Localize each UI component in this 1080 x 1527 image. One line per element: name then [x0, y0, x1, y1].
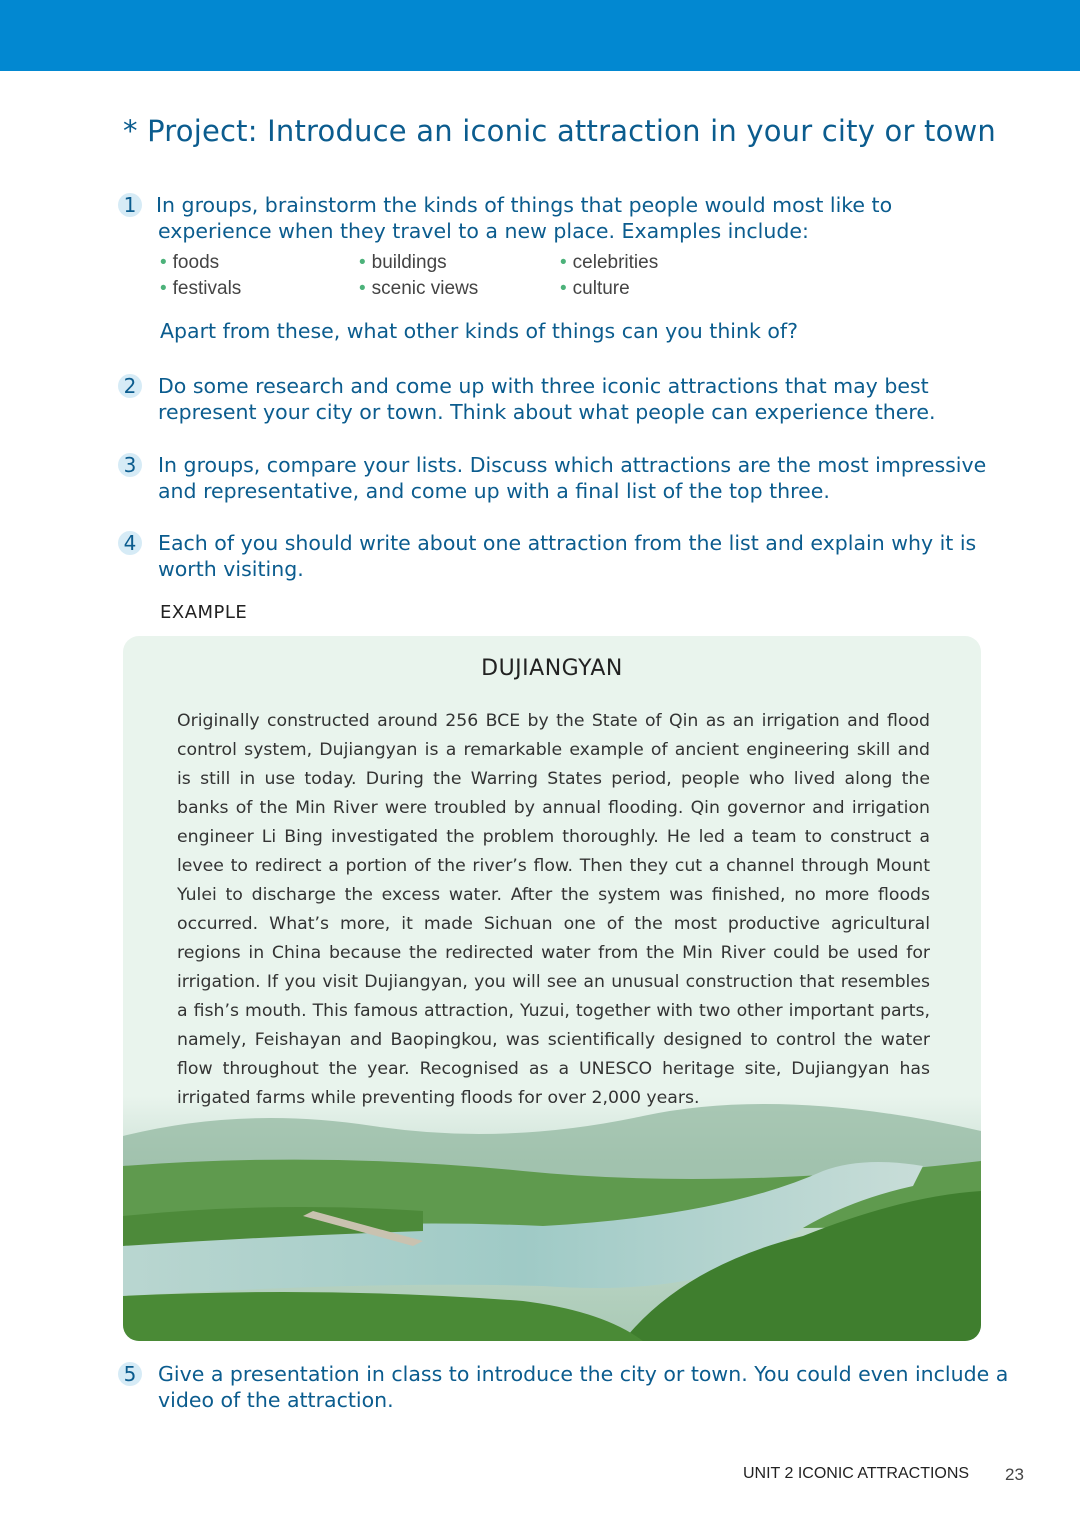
bullet-icon: •: [560, 252, 567, 273]
paragraph-line: a fish’s mouth. This famous attraction, Yuzui, together with two other important parts,: [177, 1001, 930, 1021]
page-number: 23: [1005, 1465, 1024, 1484]
question-number: 5: [118, 1362, 142, 1386]
question-2: [118, 374, 936, 425]
question-text: In groups, brainstorm the kinds of things that people would most like to: [156, 193, 893, 217]
list-item: [359, 252, 447, 274]
unit-label: UNIT 2 ICONIC ATTRACTIONS: [743, 1465, 970, 1482]
question-text: represent your city or town. Think about what people can experience there.: [158, 399, 936, 424]
question-3: [118, 453, 986, 504]
question-text: Each of you should write about one attraction from the list and explain why it is: [158, 531, 977, 555]
paragraph-line: irrigated farms while preventing floods for over 2,000 years.: [177, 1088, 700, 1108]
bullet-icon: •: [359, 252, 366, 273]
list-item: [359, 278, 478, 300]
question-text: and representative, and come up with a final list of the top three.: [158, 478, 830, 503]
bullet-icon: •: [160, 278, 167, 299]
item-label: foods: [172, 252, 220, 273]
paragraph-line: occurred. What’s more, it made Sichuan one of the most productive agricultural: [177, 914, 930, 934]
question-4: [118, 531, 976, 582]
paragraph-line: Yulei to discharge the excess water. After the system was finished, no more floods: [177, 885, 930, 905]
item-label: buildings: [371, 252, 447, 273]
question-number: 3: [118, 453, 142, 477]
question-text: worth visiting.: [158, 556, 304, 581]
paragraph-line: levee to redirect a portion of the river’s flow. Then they cut a channel through Mount: [177, 856, 930, 876]
question-number: 1: [118, 193, 142, 217]
page-title: * Project: Introduce an iconic attraction in your city or town: [123, 114, 997, 148]
list-item: [160, 252, 219, 274]
list-item: [560, 252, 658, 274]
dujiangyan-photo: [123, 1096, 981, 1341]
item-label: culture: [572, 278, 630, 299]
item-label: celebrities: [572, 252, 659, 273]
question-text: In groups, compare your lists. Discuss which attractions are the most impressive: [158, 453, 987, 477]
paragraph-line: regions in China because the redirected water from the Min River could be used for: [177, 943, 930, 963]
paragraph-line: is still in use today. During the Warring States period, people who lived along the: [177, 769, 930, 789]
item-label: festivals: [172, 278, 242, 299]
example-label: EXAMPLE: [160, 602, 248, 623]
bullet-icon: •: [359, 278, 366, 299]
question-1: [118, 193, 892, 244]
paragraph-line: irrigation. If you visit Dujiangyan, you will see an unusual construction that resembles: [177, 972, 930, 992]
question-text: Give a presentation in class to introduce the city or town. You could even include a: [158, 1362, 1009, 1386]
question-5: [118, 1362, 1008, 1413]
list-item: [560, 278, 630, 300]
example-title: DUJIANGYAN: [481, 656, 623, 681]
paragraph-line: Originally constructed around 256 BCE by the State of Qin as an irrigation and flood: [177, 711, 930, 731]
paragraph-line: control system, Dujiangyan is a remarkable example of ancient engineering skill and: [177, 740, 930, 760]
list-item: [160, 278, 241, 300]
question-text: video of the attraction.: [158, 1387, 394, 1412]
paragraph-line: flow throughout the year. Recognised as a UNESCO heritage site, Dujiangyan has: [177, 1059, 930, 1079]
bullet-icon: •: [560, 278, 567, 299]
paragraph-line: engineer Li Bing investigated the problem thoroughly. He led a team to construct a: [177, 827, 930, 847]
bullet-icon: •: [160, 252, 167, 273]
question-text: experience when they travel to a new place. Examples include:: [158, 218, 809, 243]
item-label: scenic views: [371, 278, 479, 299]
question-text: Do some research and come up with three iconic attractions that may best: [158, 374, 929, 398]
example-paragraph: [177, 707, 930, 1113]
paragraph-line: namely, Feishayan and Baopingkou, was scientifically designed to control the water: [177, 1030, 930, 1050]
question-number: 4: [118, 531, 142, 555]
paragraph-line: banks of the Min River were troubled by annual flooding. Qin governor and irrigation: [177, 798, 930, 818]
question-number: 2: [118, 374, 142, 398]
top-banner: [0, 0, 1080, 71]
extra-question: Apart from these, what other kinds of things can you think of?: [160, 319, 799, 343]
